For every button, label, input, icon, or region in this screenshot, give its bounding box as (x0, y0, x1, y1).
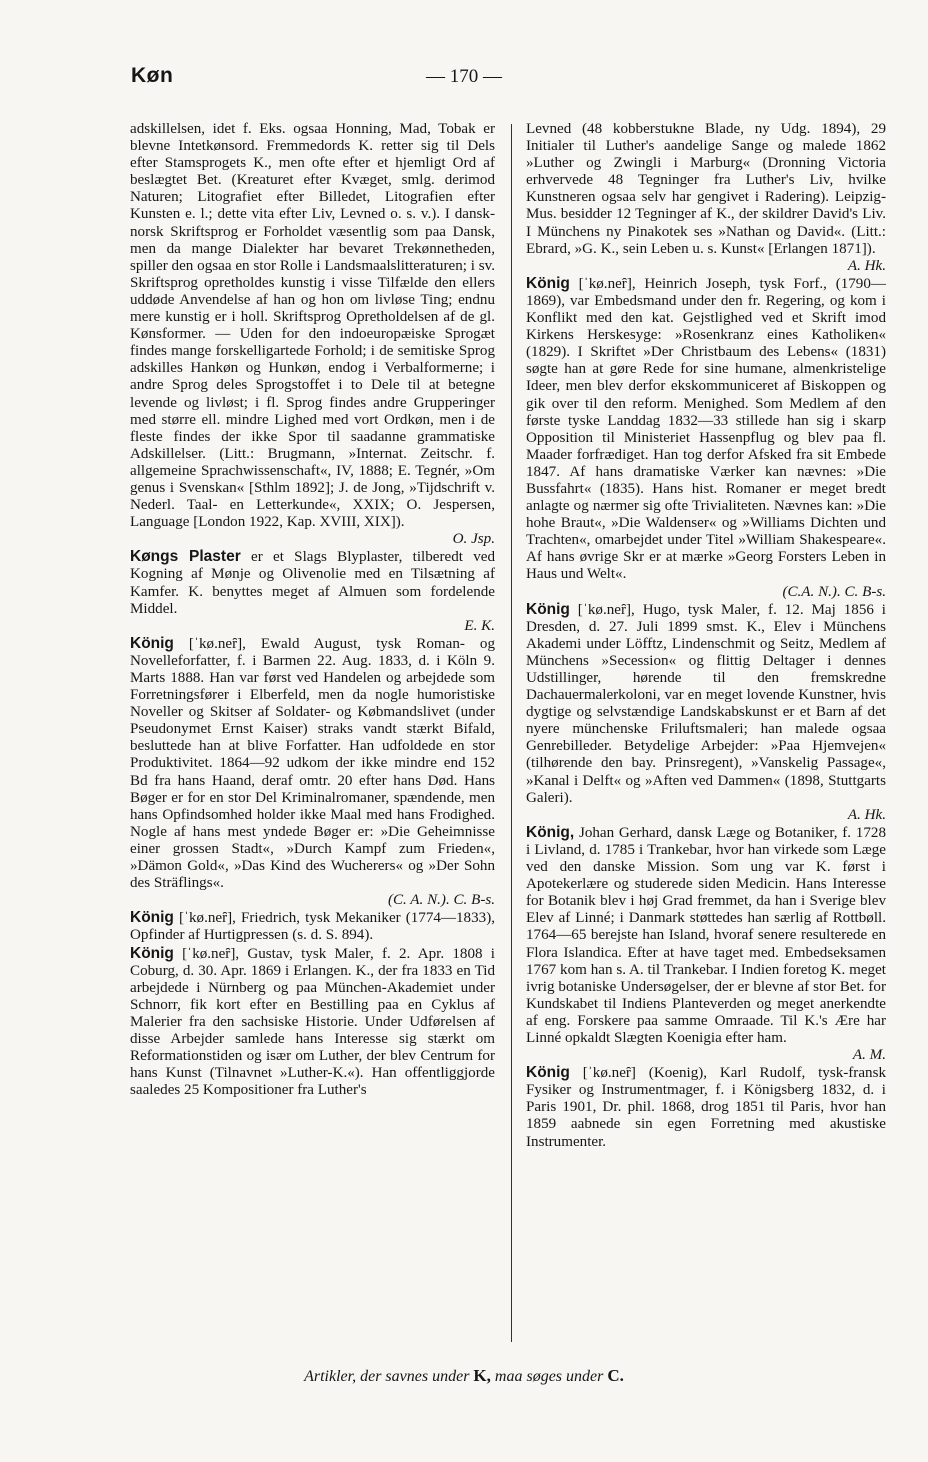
entry-text: [ˈkø.neȓ], Friedrich, tysk Mekaniker (1774—1833), Opfinder af Hurtigpressen (s. d. S. 894). (130, 910, 495, 944)
entry-text: [ˈkø.neȓ], Ewald August, tysk Roman- og Novelleforfatter, f. i Barmen 22. Aug. 1833, d. i Köln 9. Marts 1888. Han var først ved Handelen og arbejdede som Forretningsfører i Elberfeld, men da nogle humoristiske Noveller og Skitser af Soldater- og Købmandslivet (under Pseudonymet Ernst Kaiser) straks vandt stærkt Bifald, besluttede han at blive Forfatter. Han udfoldede en stor Produktivitet. 1864—92 udkom der ikke mindre end 152 Bd fra hans Haand, deraf omtr. 20 efter hans Død. Hans Bøger er for en stor Del Kriminalromaner, spændende, men hans Opfindsomhed holder ikke Maal med hans Frodighed. Nogle af hans mest yndede Bøger er: »Die Geheimnisse einer grossen Stadt«, »Durch Kampf zum Frieden«, »Dämon Gold«, »Das Kind des Wucherers« og »Der Sohn des Sträflings«. (130, 635, 495, 892)
entry-konig-friedrich (130, 909, 495, 944)
footer-letter-k: K, (473, 1366, 491, 1385)
entry-text: Johan Gerhard, dansk Læge og Botaniker, f. 1728 i Livland, d. 1785 i Trankebar, hvor han virkede som Læge ved den danske Mission. Som ung var K. først i Apotekerlære og studerede siden Medicin. Hans Interesse for Botanik blev i høj Grad fremmet, da han i Sverige blev Elev af Linné; i Danmark støttedes han særlig af Rottbøll. 1764—65 berejste han Island, hvoraf senere resulterede en Flora Islandica. Efter at have taget med. Embedseksamen 1767 kom han s. A. til Trankebar. I Indien foretog K. meget ivrig botaniske Undersøgelser, der er blevne af stor Bet. for Kundskabet til Indiens Planteverden og meget anerkendte af eng. Forskere paa samme Omraade. Til K.'s Ære har Linné opkaldt Slægten Koenigia efter ham. (526, 824, 886, 1046)
right-column (526, 121, 886, 1151)
entry-lemma: König (526, 600, 570, 618)
entry-text: adskillelsen, idet f. Eks. ogsaa Honning, Mad, Tobak er blevne Intetkønsord. Fremmedords K. retter sig til Dels efter Stamsprogets K., men ofte efter et hjemligt Ord af beslægtet Bet. (Kreaturet efter Kvæget, smlg. derimod Naturen; Litografiet efter Billedet, Litografien efter Kunsten e. l.; dette vita efter Liv, Levned o. s. v.). I dansk-norsk Skriftsprog er Forholdet væsentlig som paa Dansk, men da mange Dialekter har bevaret Trekønnetheden, spiller den ogsaa en stor Rolle i Landsmaalslitteraturen; i sv. Skriftsprog opretholdes kunstig i visse Tilfælde den ellers uddøde Anvendelse af han og hon om livløse Ting; endnu mere kunstig er i holl. Skriftsprog Opretholdelsen af de gl. Kønsformer. — Uden for den indoeuropæiske Sprogæt findes mange forskelligartede Forhold; i de semitiske Sprog adskilles Hankøn og Hunkøn, endog i Verbalformerne; i andre Sprog deles Sprogstoffet i to Dele til at betegne levende og livløst; i fl. Sprog findes andre Grupperinger med større ell. mindre Lighed med vort Ordkøn, men i de fleste findes der ikke Spor til saadanne grammatiske Adskillelser. (Litt.: Brugmann, »Internat. Zeitschr. f. allgemeine Sprachwissenschaft«, IV, 1888; E. Tegnér, »Om genus i Svenskan« [Sthlm 1892]; J. de Jong, »Tijdschrift v. Nederl. Taal- en Letterkunde«, XXIX; O. Jespersen, Language [London 1922, Kap. XVIII, XIX]). (130, 121, 495, 531)
author-signature: O. Jsp. (452, 531, 495, 548)
footer-letter-c: C. (607, 1366, 624, 1385)
author-signature: A. M. (852, 1047, 886, 1064)
author-signature: A. Hk. (847, 806, 886, 823)
left-column (130, 121, 495, 1099)
entry-konig-karl-rudolf (526, 1064, 886, 1150)
entry-text: [ˈkø.neȓ], Heinrich Joseph, tysk Forf., (1790—1869), var Embedsmand under den fr. Regering, og kom i Konflikt med den kat. Gejstlighed ved et Skrift imod Kirkens Herskesyge: »Rosenkranz eines Katholiken« (1829). I Skriftet »Der Christbaum des Lebens« (1831) søgte han at gøre Rede for sine humane, almenkristelige Ideer, men blev derfor ekskommuniceret af Biskoppen og gik over til den reform. Menighed. Som Medlem af den første tyske Landdag 1832—33 stillede han sig i skarp Opposition til Ministeriet Hassenpflug og blev paa fl. Maader forfrædiget. Han tog derfor Afsked fra sit Embede 1847. Af hans dramatiske Værker kan nævnes: »Die Bussfahrt« (1835). Hans hist. Romaner er meget bredt anlagte og nærmer sig ofte Trivialiteten. Nævnes kan: »Die hohe Braut«, »Die Waldenser« og »Williams Dichten und Trachten«, omarbejdet under Titel »William Shakespeare«. Af hans øvrige Skr er at mærke »Georg Forsters Leben in Haus und Welt«. (526, 275, 886, 583)
column-divider (511, 124, 512, 1342)
entry-konig-ewald (130, 635, 495, 910)
page-footer-note (0, 1366, 928, 1386)
entry-lemma: Køngs Plaster (130, 548, 241, 566)
entry-konig-gustav (130, 945, 495, 1100)
footer-text: maa søges under (490, 1368, 608, 1385)
author-signature: A. Hk. (847, 257, 886, 274)
entry-konig-johan-gerhard (526, 824, 886, 1064)
entry-text: [ˈkø.neȓ] (Koenig), Karl Rudolf, tysk-fransk Fysiker og Instrumentmager, f. i Königsberg 1832, d. i Paris 1901, Dr. phil. 1868, drog 1851 til Paris, hvor han 1859 aabnede sin egen Forretning med akustiske Instrumenter. (526, 1065, 886, 1150)
entry-konig-hugo (526, 601, 886, 824)
author-signature: E. K. (464, 617, 495, 634)
entry-lemma: König (130, 944, 174, 962)
entry-kon-continuation (130, 121, 495, 548)
entry-text: er et Slags Blyplaster, tilberedt ved Kogning af Mønje og Olivenolie med en Tilsætning af Kamfer. K. benyttes meget af Almuen som fordelende Middel. (130, 549, 495, 617)
entry-lemma: König (130, 909, 174, 927)
page-number: — 170 — (426, 66, 502, 87)
entry-text: [ˈkø.neȓ], Gustav, tysk Maler, f. 2. Apr. 1808 i Coburg, d. 30. Apr. 1869 i Erlangen. K., der fra 1833 en Tid arbejdede i Nürnberg og paa München-Akademiet under Schnorr, fik kort efter en Bestilling paa en Cyklus af Malerier fra den sachsiske Historie. Under Udførelsen af disse Arbejder samlede hans Interesse sig stærkt om Reformationstiden og især om Luther, der blev Centrum for hans Kunst (Tilnavnet »Luther-K.«). Han offentliggjorde saaledes 25 Kompositioner fra Luther's (130, 945, 495, 1099)
author-signature: (C.A. N.). C. B-s. (782, 583, 886, 600)
entry-lemma: König (130, 634, 174, 652)
entry-lemma: König, (526, 823, 575, 841)
entry-lemma: König (526, 274, 570, 292)
running-head-word: Køn (131, 64, 174, 87)
entry-text: Levned (48 kobberstukne Blade, ny Udg. 1894), 29 Initialer til Luther's aandelige Sange og malede 1862 »Luther og Zwingli i Marburg« (Dronning Victoria erhvervede 48 Tegninger fra Luther's Liv, hvilke Kunstneren ogsaa selv har gengivet i Radering). Leipzig-Mus. besidder 12 Tegninger af K., der skildrer David's Liv. I Münchens ny Pinakotek ses »Nathan og David«. (Litt.: Ebrard, »G. K., sein Leben u. s. Kunst« [Erlangen 1871]). (526, 121, 886, 257)
entry-kongs-plaster (130, 548, 495, 634)
entry-konig-heinrich (526, 275, 886, 601)
footer-text: Artikler, der savnes under (304, 1368, 474, 1385)
entry-text: [ˈkø.neȓ], Hugo, tysk Maler, f. 12. Maj 1856 i Dresden, d. 27. Juli 1899 smst. K., Elev i Münchens Akademi under Löfftz, Lindenschmit og Seitz, Medlem af Münchens »Secession« og flittig Deltager i dennes Udstillinger, hørende til den fremskredne Dachauermalerkoloni, var en meget lovende Kunstner, hvis dygtige og selvstændige Landskabskunst er et Barn af det nyere münchenske Friluftsmaleri; han malede ogsaa Genrebilleder. Betydelige Arbejder: »Paa Hjemvejen« (tilhørende den bay. Prinsregent), »Vanskelig Passage«, »Kanal i Delft« og »Aften ved Dammen« (1898, Stuttgarts Galeri). (526, 601, 886, 806)
author-signature: (C. A. N.). C. B-s. (387, 892, 495, 909)
entry-lemma: König (526, 1064, 570, 1082)
entry-konig-gustav-continuation (526, 121, 886, 275)
